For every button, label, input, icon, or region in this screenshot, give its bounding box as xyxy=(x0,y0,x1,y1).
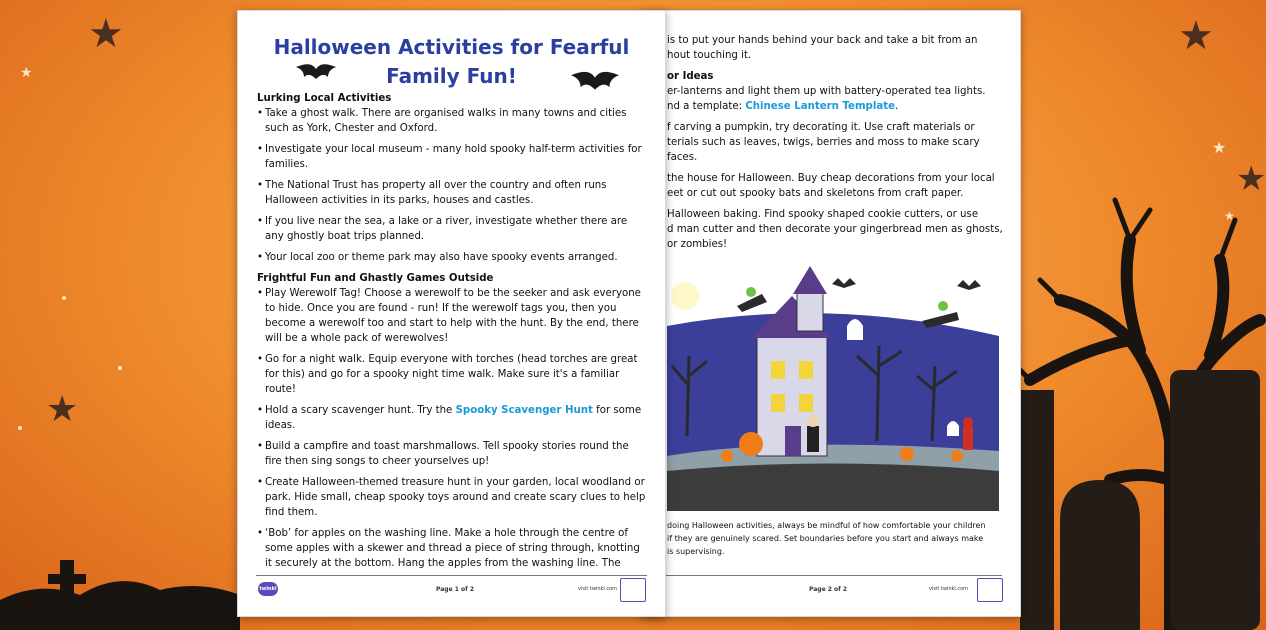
spooky-scavenger-hunt-link[interactable]: Spooky Scavenger Hunt xyxy=(455,405,593,416)
text-line: nd a template: Chinese Lantern Template. xyxy=(667,101,899,112)
page-number: Page 1 of 2 xyxy=(436,586,474,593)
list-item: • Build a campfire and toast marshmallows. Tell spooky stories round the fire then sing songs to cheer yourselves up! xyxy=(257,439,647,469)
page-number: Page 2 of 2 xyxy=(809,586,847,593)
bat-icon xyxy=(296,61,336,81)
section-heading: Lurking Local Activities xyxy=(257,93,392,104)
star-icon: ★ xyxy=(20,65,33,81)
twinkl-logo: twinkl xyxy=(258,582,278,596)
star-icon: ★ xyxy=(1236,159,1266,199)
star-icon: ★ xyxy=(88,11,124,57)
list-item: • Go for a night walk. Equip everyone with torches (head torches are great for this) and go for a spooky night time walk. Make sure it's a familiar route! xyxy=(257,352,647,397)
footer-url: visit twinkl.com xyxy=(578,586,618,592)
quality-badge-icon xyxy=(977,578,1003,602)
list-item: • Your local zoo or theme park may also have spooky events arranged. xyxy=(257,250,647,265)
list-item: • Play Werewolf Tag! Choose a werewolf to be the seeker and ask everyone to hide. Once you are found - run! If the werewolf tags you, then you become a werewolf too and start to help with the hunt. By the end, there will be a whole pack of werewolves! xyxy=(257,286,647,346)
text-line: hout touching it. xyxy=(667,50,752,61)
list-item: • The National Trust has property all over the country and often runs Halloween activities in its parks, houses and castles. xyxy=(257,178,647,208)
page-title: Halloween Activities for Fearful Family Fun! xyxy=(273,35,630,88)
bat-icon xyxy=(571,68,619,92)
text-line: is to put your hands behind your back and take a bit from an xyxy=(667,35,978,46)
list-item: • Create Halloween-themed treasure hunt in your garden, local woodland or park. Hide small, cheap spooky toys around and create scary clues to help find them. xyxy=(257,475,647,520)
star-icon: ★ xyxy=(1224,209,1235,223)
sparkle-icon xyxy=(118,366,122,370)
list-item: • Hold a scary scavenger hunt. Try the Spooky Scavenger Hunt for some ideas. xyxy=(257,403,647,433)
star-icon: ★ xyxy=(1178,13,1214,59)
footer-url: visit twinkl.com xyxy=(929,586,969,592)
section-heading: or Ideas xyxy=(667,71,714,82)
list-item: • Take a ghost walk. There are organised walks in many towns and cities such as York, Chester and Oxford. xyxy=(257,106,647,136)
star-icon: ★ xyxy=(1212,138,1227,157)
pumpkin-paragraph: f carving a pumpkin, try decorating it. Use craft materials or terials such as leaves, twigs, berries and moss to make scary faces. xyxy=(667,122,980,163)
safety-note: doing Halloween activities, always be mindful of how comfortable your children if they are genuinely scared. Set boundaries before you start and always make is supervising. xyxy=(667,521,986,556)
page-1-content xyxy=(257,91,647,577)
house-paragraph: the house for Halloween. Buy cheap decorations from your local eet or cut out spooky bats and skeletons from craft paper. xyxy=(667,173,995,199)
page-footer xyxy=(659,575,1002,602)
quality-badge-icon xyxy=(620,578,646,602)
list-item: • If you live near the sea, a lake or a river, investigate whether there are any ghostly boat trips planned. xyxy=(257,214,647,244)
document-page-1 xyxy=(237,10,666,617)
chinese-lantern-template-link[interactable]: Chinese Lantern Template xyxy=(745,101,895,112)
sparkle-icon xyxy=(62,296,66,300)
document-page-2 xyxy=(640,10,1021,617)
page-footer xyxy=(256,575,647,602)
baking-paragraph: Halloween baking. Find spooky shaped cookie cutters, or use d man cutter and then decorate your gingerbread men as ghosts, or zombies! xyxy=(667,209,1003,250)
list-item: • Investigate your local museum - many hold spooky half-term activities for families. xyxy=(257,142,647,172)
text-line: er-lanterns and light them up with battery-operated tea lights. xyxy=(667,86,986,97)
list-item: • ‘Bob’ for apples on the washing line. Make a hole through the centre of some apples with a skewer and thread a piece of string through, knotting it securely at the bottom. Hang the apples from the washing line. The xyxy=(257,526,647,571)
haunted-house-illustration xyxy=(667,266,999,511)
sparkle-icon xyxy=(18,426,22,430)
gravestone-illustration xyxy=(1020,370,1260,630)
section-heading: Frightful Fun and Ghastly Games Outside xyxy=(257,273,494,284)
graveyard-silhouette xyxy=(0,540,240,630)
star-icon: ★ xyxy=(46,389,79,430)
